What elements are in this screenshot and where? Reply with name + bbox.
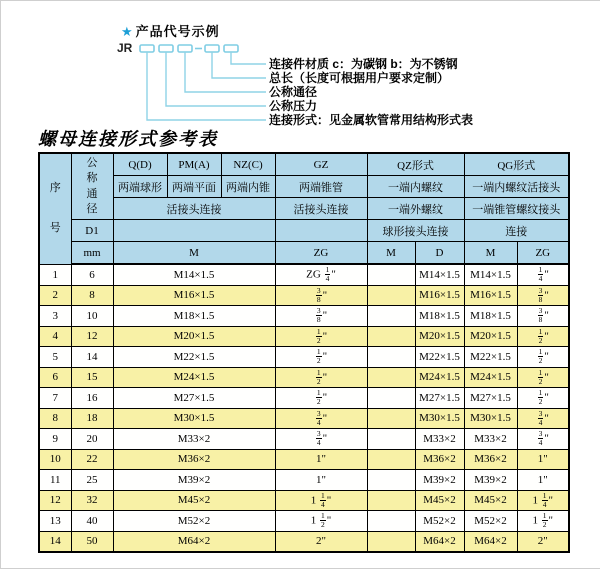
table-cell: 15 [71,367,113,388]
table-cell: 2" [517,531,569,552]
table-cell: 6 [39,367,71,388]
table-cell: M27×1.5 [113,388,275,409]
col-diameter-label: 公 称 通 径 [86,157,98,215]
table-cell: M45×2 [464,490,517,511]
table-row [39,367,569,388]
table-cell: 16 [71,388,113,409]
code-box-4 [205,45,219,52]
col-qz-conn2: 球形接头连接 [367,220,464,242]
table-cell: M45×2 [113,490,275,511]
table-cell: 8 [39,408,71,429]
nut-connection-table [38,152,570,553]
table-cell: $\frac{3}{8}$ " [275,306,367,327]
table-cell: 18 [71,408,113,429]
table-cell [367,490,415,511]
table-cell: $\frac{3}{8}$ " [275,285,367,306]
legend-material: 连接件材质 c：为碳钢 b：为不锈钢 [269,57,458,71]
table-cell: $\frac{3}{4}$ " [275,429,367,450]
col-pm: PM(A) [167,153,221,176]
table-cell: 11 [39,470,71,491]
table-cell: M30×1.5 [464,408,517,429]
col-seq-label: 序 号 [49,182,61,235]
table-cell: M52×2 [464,511,517,532]
col-d1: D1 [71,220,113,242]
table-row [39,531,569,552]
table-row [39,449,569,470]
table-cell [367,531,415,552]
table-cell [367,306,415,327]
col-qz: QZ形式 [367,153,464,176]
table-cell: M20×1.5 [415,326,464,347]
table-cell: 10 [71,306,113,327]
table-cell: 13 [39,511,71,532]
table-cell: M20×1.5 [464,326,517,347]
col-qg-conn2: 连接 [464,220,569,242]
table-cell: M24×1.5 [415,367,464,388]
table-row [39,490,569,511]
table-cell: 6 [71,264,113,285]
table-cell: M22×1.5 [113,347,275,368]
col-qg-desc: 一端内螺纹活接头 [464,176,569,198]
table-cell: M18×1.5 [415,306,464,327]
table-cell: ZG $\frac{1}{4}$ " [275,264,367,285]
table-cell: 20 [71,429,113,450]
table-cell: $\frac{1}{2}$ " [517,367,569,388]
table-cell: M39×2 [415,470,464,491]
table-row [39,326,569,347]
col-zg-unit: ZG [275,242,367,265]
col-qg: QG形式 [464,153,569,176]
table-cell: M18×1.5 [464,306,517,327]
col-q-desc: 两端球形 [113,176,167,198]
col-m-blank [113,220,275,242]
code-box-2 [159,45,173,52]
col-qz-m: M [367,242,415,265]
table-cell: M16×1.5 [464,285,517,306]
table-cell: M22×1.5 [415,347,464,368]
col-gz: GZ [275,153,367,176]
table-cell: M18×1.5 [113,306,275,327]
table-cell: $\frac{3}{8}$ " [517,306,569,327]
table-cell [367,429,415,450]
col-seq [39,153,71,264]
table-cell: M64×2 [464,531,517,552]
table-cell: M39×2 [113,470,275,491]
table-cell: 12 [39,490,71,511]
table-cell: $\frac{1}{2}$ " [517,326,569,347]
table-header [39,153,569,264]
table-cell [367,408,415,429]
table-row [39,347,569,368]
col-nz: NZ(C) [221,153,275,176]
table-cell: M33×2 [415,429,464,450]
col-gz-blank [275,220,367,242]
table-cell: $\frac{3}{4}$ " [517,408,569,429]
table-cell: M14×1.5 [415,264,464,285]
table-cell [367,326,415,347]
col-qg-m: M [464,242,517,265]
table-row [39,470,569,491]
table-cell [367,285,415,306]
table-cell: $\frac{1}{4}$ " [517,264,569,285]
diagram-title-text: 产品代号示例 [135,24,220,39]
col-m-unit: M [113,242,275,265]
connector-lines [147,52,266,120]
legend-length: 总长（长度可根据用户要求定制） [269,71,450,85]
header-row-1 [39,153,569,176]
col-qz-conn: 一端外螺纹 [367,198,464,220]
table-cell: 1 [39,264,71,285]
table-cell: 14 [39,531,71,552]
table-cell: 50 [71,531,113,552]
legend-diameter: 公称通径 [269,85,318,99]
table-cell: 7 [39,388,71,409]
table-cell [367,449,415,470]
table-cell: 4 [39,326,71,347]
table-row [39,408,569,429]
product-code-prefix: JR [117,41,133,55]
table-cell: $\frac{1}{2}$ " [275,367,367,388]
table-cell [367,388,415,409]
table-cell: 3 [39,306,71,327]
table-cell: 1" [275,449,367,470]
table-row [39,511,569,532]
table-cell: M64×2 [415,531,464,552]
table-cell: M27×1.5 [415,388,464,409]
table-cell [367,347,415,368]
table-cell [367,367,415,388]
table-cell: 1" [275,470,367,491]
table-cell: 14 [71,347,113,368]
star-icon: ★ [121,24,134,39]
table-cell: 22 [71,449,113,470]
reference-table-wrap [38,152,570,553]
col-pm-desc: 两端平面 [167,176,221,198]
table-cell: M36×2 [464,449,517,470]
table-cell: 8 [71,285,113,306]
col-gz-conn: 活接头连接 [275,198,367,220]
table-row [39,429,569,450]
table-cell: M33×2 [464,429,517,450]
table-cell: M16×1.5 [415,285,464,306]
table-cell: M24×1.5 [113,367,275,388]
header-row-5 [39,242,569,265]
legend-pressure: 公称压力 [269,99,318,113]
table-cell: $\frac{1}{2}$ " [517,347,569,368]
table-row [39,264,569,285]
table-cell: 10 [39,449,71,470]
table-row [39,285,569,306]
table-cell: 2" [275,531,367,552]
table-cell: M52×2 [113,511,275,532]
table-cell: $\frac{1}{2}$ " [275,347,367,368]
header-row-3 [39,198,569,220]
table-cell: M27×1.5 [464,388,517,409]
table-cell: $\frac{1}{2}$ " [275,326,367,347]
table-cell: M45×2 [415,490,464,511]
table-cell: 1" [517,449,569,470]
table-cell: M14×1.5 [464,264,517,285]
col-qz-d: D [415,242,464,265]
table-cell: M30×1.5 [415,408,464,429]
header-row-2 [39,176,569,198]
table-title: 螺母连接形式参考表 [38,129,218,149]
table-cell: M39×2 [464,470,517,491]
table-cell [367,264,415,285]
col-m-conn: 活接头连接 [113,198,275,220]
table-cell: M30×1.5 [113,408,275,429]
diagram-title [121,21,220,40]
header-row-4 [39,220,569,242]
table-cell: 5 [39,347,71,368]
table-cell: M36×2 [415,449,464,470]
code-box-3 [178,45,192,52]
table-cell: 9 [39,429,71,450]
table-cell: $\frac{1}{2}$ " [517,388,569,409]
table-cell: M52×2 [415,511,464,532]
table-cell: M16×1.5 [113,285,275,306]
col-nz-desc: 两端内锥 [221,176,275,198]
col-gz-desc: 两端锥管 [275,176,367,198]
table-cell: M22×1.5 [464,347,517,368]
table-cell: 1 $\frac{1}{2}$ " [517,511,569,532]
table-cell: $\frac{1}{2}$ " [275,388,367,409]
col-qg-conn: 一端锥管螺纹接头 [464,198,569,220]
table-cell: 2 [39,285,71,306]
col-diameter [71,153,113,220]
table-cell: $\frac{3}{4}$ " [275,408,367,429]
code-box-1 [140,45,154,52]
col-qz-desc: 一端内螺纹 [367,176,464,198]
table-cell: 40 [71,511,113,532]
table-cell: M33×2 [113,429,275,450]
table-cell: M36×2 [113,449,275,470]
table-cell: 32 [71,490,113,511]
table-body [39,264,569,552]
col-qg-zg: ZG [517,242,569,265]
table-row [39,388,569,409]
table-cell: 1 $\frac{1}{2}$ " [275,511,367,532]
table-cell: 25 [71,470,113,491]
table-cell: 1 $\frac{1}{4}$ " [517,490,569,511]
table-cell: $\frac{3}{8}$ " [517,285,569,306]
table-cell: 12 [71,326,113,347]
table-cell: 1 $\frac{1}{4}$ " [275,490,367,511]
table-cell: 1" [517,470,569,491]
legend-connection: 连接形式：见金属软管常用结构形式表 [269,113,474,127]
col-q: Q(D) [113,153,167,176]
table-cell: M20×1.5 [113,326,275,347]
table-cell: $\frac{3}{4}$ " [517,429,569,450]
table-cell: M14×1.5 [113,264,275,285]
table-row [39,306,569,327]
table-cell [367,511,415,532]
table-cell: M24×1.5 [464,367,517,388]
table-cell: M64×2 [113,531,275,552]
col-mm: mm [71,242,113,265]
table-cell [367,470,415,491]
code-box-5 [224,45,238,52]
